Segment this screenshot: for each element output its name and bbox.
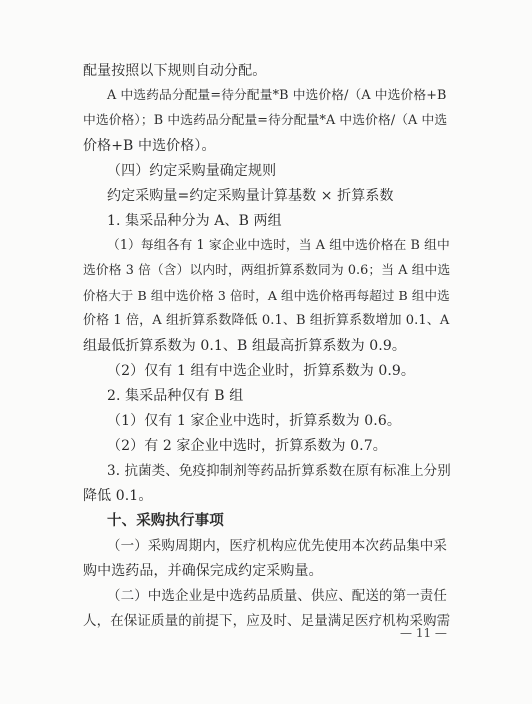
text-line: 中选价格）；B 中选药品分配量=待分配量*A 中选价格/（A 中选 <box>83 113 448 128</box>
text-line: 降低 0.1。 <box>83 488 153 504</box>
text-line: （2）仅有 1 组有中选企业时，折算系数为 0.9。 <box>107 363 416 379</box>
text-line: （1）每组各有 1 家企业中选时，当 A 组中选价格在 B 组中 <box>107 238 450 253</box>
section-heading: （四）约定采购量确定规则 <box>107 163 277 179</box>
text-line: 购中选药品，并确保完成约定采购量。 <box>83 563 323 579</box>
page-number: — 11 — <box>400 626 447 640</box>
text-line: （二）中选企业是中选药品质量、供应、配送的第一责任 <box>107 588 447 604</box>
text-line: 价格 1 倍，A 组折算系数降低 0.1、B 组折算系数增加 0.1、A <box>83 313 450 328</box>
text-line: 1. 集采品种分为 A、B 两组 <box>107 213 282 229</box>
text-line: （1）仅有 1 家企业中选时，折算系数为 0.6。 <box>107 413 401 429</box>
text-line: 价格+B 中选价格）。 <box>83 138 216 154</box>
text-line: 2. 集采品种仅有 B 组 <box>107 388 244 404</box>
text-line: （一）采购周期内，医疗机构应优先使用本次药品集中采 <box>107 538 447 554</box>
text-line: 配量按照以下规则自动分配。 <box>83 63 267 79</box>
text-line: 组最低折算系数为 0.1、B 组最高折算系数为 0.9。 <box>83 338 406 354</box>
text-line: 3. 抗菌类、免疫抑制剂等药品折算系数在原有标准上分别 <box>107 463 451 479</box>
chapter-heading: 十、采购执行事项 <box>107 513 224 529</box>
text-line: （2）有 2 家企业中选时，折算系数为 0.7。 <box>107 438 387 454</box>
text-line: 约定采购量=约定采购量计算基数 × 折算系数 <box>107 188 394 204</box>
text-line: 价格大于 B 组中选价格 3 倍时，A 组中选价格再每超过 B 组中选 <box>83 288 450 303</box>
text-line: 人，在保证质量的前提下，应及时、足量满足医疗机构采购需 <box>83 613 451 629</box>
text-line: A 中选药品分配量=待分配量*B 中选价格/（A 中选价格+B <box>107 88 447 103</box>
text-line: 选价格 3 倍（含）以内时，两组折算系数同为 0.6；当 A 组中选 <box>83 263 451 278</box>
